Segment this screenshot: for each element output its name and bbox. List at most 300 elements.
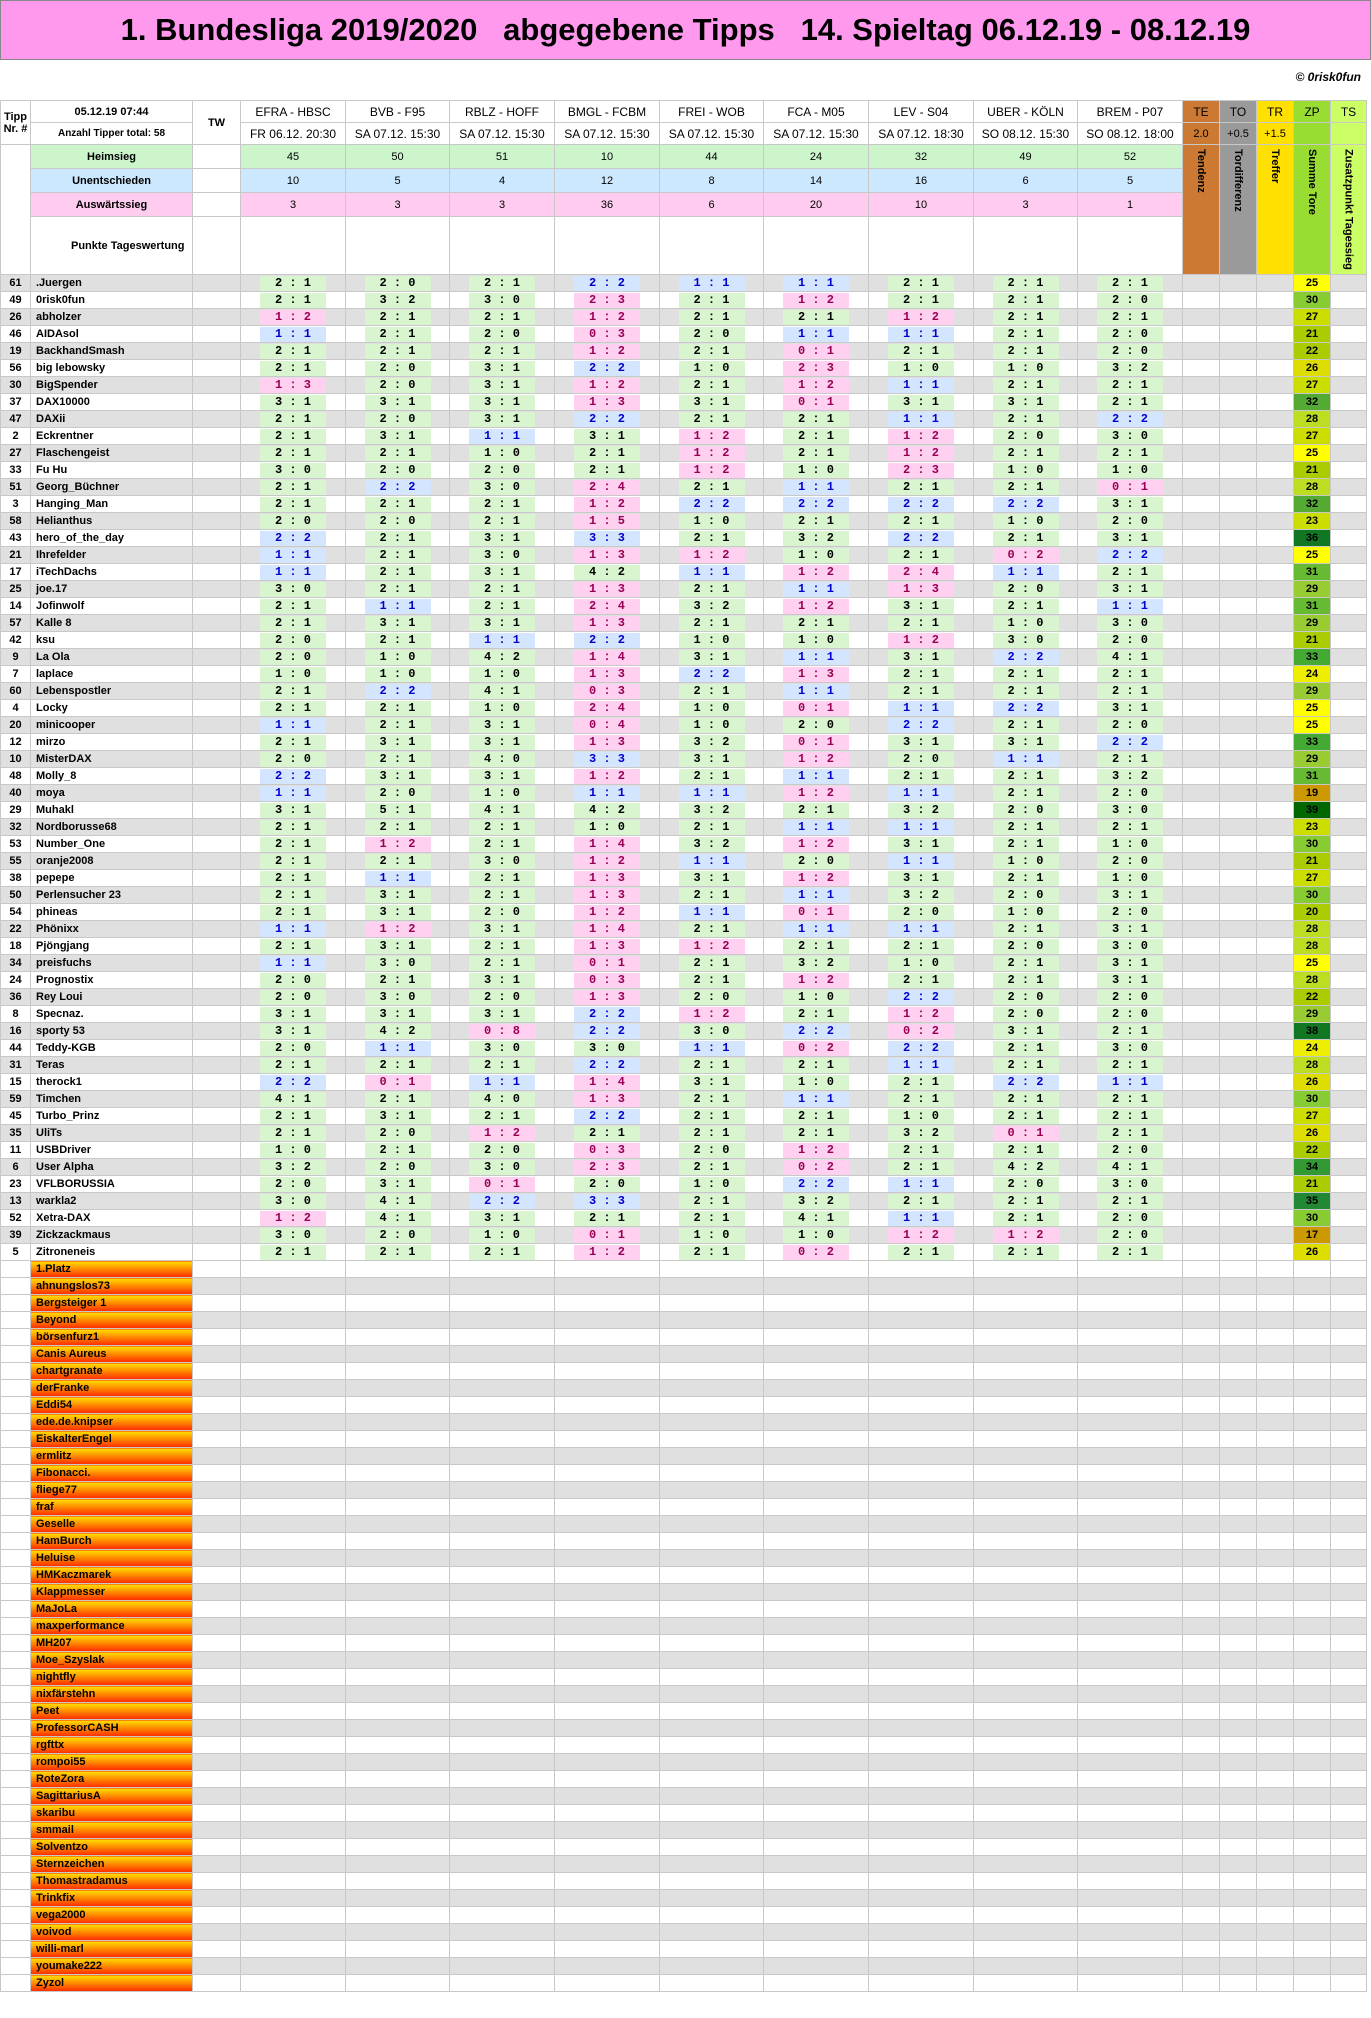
bar-cell: [1183, 1125, 1220, 1142]
player-name: Muhakl: [31, 802, 193, 819]
zp-score: 33: [1294, 734, 1331, 751]
tipp-cell: [660, 751, 764, 768]
empty-cell: [1294, 1329, 1331, 1346]
tw-cell: [193, 275, 241, 292]
tipp-nr: 8: [1, 1006, 31, 1023]
tipp-score: 2 : 1: [365, 310, 431, 325]
stat-count: 20: [764, 193, 869, 217]
tipp-score: 2 : 1: [888, 514, 954, 529]
bar-cell: [1183, 1023, 1220, 1040]
tipp-cell: [450, 343, 555, 360]
tipp-score: 1 : 2: [783, 293, 849, 308]
absent-player-name: Sternzeichen: [31, 1856, 193, 1873]
empty-cell: [241, 1822, 346, 1839]
bar-cell: [1257, 972, 1294, 989]
tipp-score: 0 : 1: [783, 344, 849, 359]
player-name: moya: [31, 785, 193, 802]
bar-cell: [1220, 462, 1257, 479]
tipp-cell: [241, 326, 346, 343]
bar-cell: [1220, 1159, 1257, 1176]
ts-cell: [1331, 785, 1367, 802]
empty-cell: [193, 1686, 241, 1703]
tipp-cell: [869, 309, 974, 326]
tipp-score: 2 : 0: [469, 1143, 535, 1158]
tipp-cell: [869, 649, 974, 666]
tipp-cell: [241, 1040, 346, 1057]
tipp-score: 2 : 2: [365, 480, 431, 495]
tipp-score: 2 : 0: [679, 327, 745, 342]
tipp-cell: [555, 513, 660, 530]
absent-player-name: nightfly: [31, 1669, 193, 1686]
empty-cell: [241, 1431, 346, 1448]
empty-cell: [1078, 1312, 1183, 1329]
total-tippers: Anzahl Tipper total: 58: [31, 123, 193, 145]
tipp-cell: [660, 1176, 764, 1193]
empty-cell: [241, 1703, 346, 1720]
ts-cell: [1331, 836, 1367, 853]
tipp-cell: [1078, 615, 1183, 632]
tipp-score: 1 : 1: [679, 905, 745, 920]
tw-cell: [193, 1159, 241, 1176]
tipp-score: 1 : 3: [574, 871, 640, 886]
empty-cell: [1294, 1805, 1331, 1822]
match-date: FR 06.12. 20:30: [241, 123, 346, 145]
empty-cell: [346, 1669, 450, 1686]
empty-cell: [1183, 1261, 1220, 1278]
empty-cell: [974, 1805, 1078, 1822]
tipp-score: 2 : 0: [993, 888, 1059, 903]
empty-cell: [974, 1907, 1078, 1924]
tipp-cell: [241, 768, 346, 785]
tipp-nr: 56: [1, 360, 31, 377]
empty-cell: [1257, 1346, 1294, 1363]
empty-cell: [1183, 1380, 1220, 1397]
bar-cell: [1183, 428, 1220, 445]
tipp-score: 2 : 1: [260, 1126, 326, 1141]
tipp-cell: [450, 445, 555, 462]
tipp-cell: [660, 1040, 764, 1057]
tipp-cell: [764, 292, 869, 309]
tipp-score: 1 : 1: [679, 786, 745, 801]
tipp-nr: [1, 1601, 31, 1618]
empty-cell: [555, 1567, 660, 1584]
empty-cell: [346, 1941, 450, 1958]
tipp-score: 1 : 0: [993, 616, 1059, 631]
tipp-cell: [241, 411, 346, 428]
match-date: SA 07.12. 15:30: [450, 123, 555, 145]
empty-cell: [1331, 1312, 1367, 1329]
absent-player-name: youmake222: [31, 1958, 193, 1975]
empty-cell: [660, 1499, 764, 1516]
tipp-score: 2 : 1: [993, 327, 1059, 342]
tipp-cell: [764, 1057, 869, 1074]
empty-cell: [660, 1465, 764, 1482]
absent-player-name: Canis Aureus: [31, 1346, 193, 1363]
empty-cell: [1078, 1856, 1183, 1873]
player-name: minicooper: [31, 717, 193, 734]
tipp-cell: [660, 411, 764, 428]
zp-score: 30: [1294, 1210, 1331, 1227]
tipp-score: 2 : 1: [993, 344, 1059, 359]
player-name: abholzer: [31, 309, 193, 326]
empty-cell: [1078, 1771, 1183, 1788]
player-name: Eckrentner: [31, 428, 193, 445]
bar-cell: [1220, 1227, 1257, 1244]
absent-player-name: ProfessorCASH: [31, 1720, 193, 1737]
tipp-cell: [346, 530, 450, 547]
empty-cell: [1331, 1482, 1367, 1499]
tipp-nr: [1, 1822, 31, 1839]
tipp-cell: [241, 513, 346, 530]
bar-cell: [1220, 513, 1257, 530]
empty-cell: [450, 1465, 555, 1482]
tipp-cell: [660, 326, 764, 343]
tipp-nr: 3: [1, 496, 31, 513]
empty-cell: [869, 1329, 974, 1346]
player-name: Helianthus: [31, 513, 193, 530]
empty-cell: [1078, 1499, 1183, 1516]
bar-cell: [1183, 1227, 1220, 1244]
ts-cell: [1331, 870, 1367, 887]
empty-cell: [1294, 1431, 1331, 1448]
tipp-cell: [241, 751, 346, 768]
tipp-cell: [869, 496, 974, 513]
tipp-score: 2 : 1: [365, 1245, 431, 1260]
empty-cell: [1183, 1584, 1220, 1601]
empty-cell: [1331, 1635, 1367, 1652]
zp-score: 21: [1294, 632, 1331, 649]
tipp-cell: [764, 887, 869, 904]
empty-cell: [974, 1839, 1078, 1856]
empty-cell: [1257, 1635, 1294, 1652]
tipp-score: 1 : 2: [993, 1228, 1059, 1243]
empty-cell: [555, 1380, 660, 1397]
tipp-score: 1 : 2: [888, 1228, 954, 1243]
empty-cell: [450, 1618, 555, 1635]
empty-cell: [764, 1652, 869, 1669]
empty-cell: [1220, 1261, 1257, 1278]
empty-cell: [1078, 1584, 1183, 1601]
tipp-cell: [660, 1210, 764, 1227]
zp-score: 24: [1294, 666, 1331, 683]
tipp-cell: [974, 819, 1078, 836]
tipp-cell: [869, 666, 974, 683]
tipp-score: 2 : 1: [469, 956, 535, 971]
ts-cell: [1331, 275, 1367, 292]
empty-cell: [974, 1363, 1078, 1380]
bar-cell: [1257, 428, 1294, 445]
tipp-score: 2 : 1: [993, 973, 1059, 988]
tipp-score: 1 : 1: [993, 565, 1059, 580]
tipp-score: 2 : 1: [679, 888, 745, 903]
empty-cell: [660, 1346, 764, 1363]
tipp-cell: [660, 1142, 764, 1159]
tipp-score: 3 : 1: [888, 837, 954, 852]
empty-cell: [241, 1550, 346, 1567]
tipp-cell: [660, 1091, 764, 1108]
tipp-cell: [764, 428, 869, 445]
zp-score: 23: [1294, 819, 1331, 836]
tipp-cell: [555, 1023, 660, 1040]
tipp-cell: [869, 1210, 974, 1227]
tipp-cell: [1078, 292, 1183, 309]
tipp-score: 2 : 0: [993, 939, 1059, 954]
empty-cell: [555, 1737, 660, 1754]
bar-label: Tendenz: [1183, 145, 1220, 275]
tipp-score: 2 : 1: [783, 616, 849, 631]
tipp-cell: [555, 1125, 660, 1142]
tipp-cell: [346, 734, 450, 751]
tipp-cell: [869, 1176, 974, 1193]
tipp-cell: [450, 1142, 555, 1159]
tipp-cell: [974, 870, 1078, 887]
bar-cell: [1257, 343, 1294, 360]
tipp-cell: [974, 1023, 1078, 1040]
tipp-cell: [450, 598, 555, 615]
empty-cell: [1331, 1771, 1367, 1788]
empty-cell: [764, 1295, 869, 1312]
tipp-score: 2 : 1: [993, 276, 1059, 291]
empty-cell: [1078, 1397, 1183, 1414]
empty-cell: [193, 1414, 241, 1431]
tipp-score: 1 : 1: [783, 650, 849, 665]
tipp-cell: [450, 887, 555, 904]
tipp-cell: [346, 1142, 450, 1159]
empty-cell: [1331, 1873, 1367, 1890]
empty-cell: [1220, 1703, 1257, 1720]
tipp-score: 2 : 0: [1097, 718, 1163, 733]
tipp-score: 3 : 1: [1097, 497, 1163, 512]
tipp-score: 3 : 2: [888, 803, 954, 818]
empty-cell: [193, 1448, 241, 1465]
empty-cell: [660, 1618, 764, 1635]
empty-cell: [1220, 1533, 1257, 1550]
tipp-score: 1 : 3: [574, 582, 640, 597]
tipp-score: 2 : 1: [679, 531, 745, 546]
player-name: Lebenspostler: [31, 683, 193, 700]
tipp-cell: [241, 972, 346, 989]
tipp-cell: [764, 768, 869, 785]
empty-cell: [241, 1890, 346, 1907]
tipp-score: 1 : 0: [783, 548, 849, 563]
tipp-cell: [764, 581, 869, 598]
empty-cell: [1220, 1295, 1257, 1312]
bar-cell: [1257, 785, 1294, 802]
empty-cell: [660, 1295, 764, 1312]
tipp-cell: [764, 904, 869, 921]
tipp-cell: [1078, 972, 1183, 989]
empty-cell: [450, 1975, 555, 1992]
empty-cell: [1331, 1261, 1367, 1278]
zp-score: 27: [1294, 309, 1331, 326]
tipp-cell: [346, 989, 450, 1006]
tipp-score: 0 : 1: [993, 1126, 1059, 1141]
tipp-cell: [660, 632, 764, 649]
empty-cell: [1183, 1822, 1220, 1839]
empty-cell: [869, 1312, 974, 1329]
tipp-score: 2 : 0: [469, 463, 535, 478]
empty-cell: [869, 1856, 974, 1873]
tipp-score: 2 : 0: [574, 1177, 640, 1192]
tipp-score: 2 : 1: [993, 956, 1059, 971]
tw-cell: [193, 309, 241, 326]
tipp-score: 2 : 1: [679, 582, 745, 597]
tipp-nr: [1, 1261, 31, 1278]
empty-cell: [869, 1958, 974, 1975]
tipp-cell: [1078, 1091, 1183, 1108]
tipp-score: 1 : 2: [888, 429, 954, 444]
empty-cell: [193, 1873, 241, 1890]
empty-cell: [1220, 1805, 1257, 1822]
tipp-cell: [869, 547, 974, 564]
tipp-cell: [974, 1006, 1078, 1023]
empty-cell: [1294, 1652, 1331, 1669]
empty-cell: [1183, 1414, 1220, 1431]
stat-count: 45: [241, 145, 346, 169]
tipp-cell: [974, 802, 1078, 819]
tipp-cell: [660, 819, 764, 836]
player-name: iTechDachs: [31, 564, 193, 581]
tipp-cell: [974, 275, 1078, 292]
tipp-cell: [450, 1023, 555, 1040]
empty-cell: [1220, 1414, 1257, 1431]
tipp-cell: [241, 309, 346, 326]
zp-score: 25: [1294, 275, 1331, 292]
tipp-score: 2 : 1: [469, 582, 535, 597]
empty-cell: [1257, 1601, 1294, 1618]
tipp-cell: [1078, 1040, 1183, 1057]
tipp-cell: [764, 309, 869, 326]
bar-cell: [1220, 479, 1257, 496]
tipp-score: 2 : 3: [783, 361, 849, 376]
tipp-score: 2 : 4: [574, 701, 640, 716]
tipp-cell: [1078, 853, 1183, 870]
spacer: [869, 217, 974, 275]
tipp-score: 2 : 0: [260, 752, 326, 767]
empty-cell: [346, 1516, 450, 1533]
bar-cell: [1183, 479, 1220, 496]
tipp-cell: [869, 1040, 974, 1057]
tipp-score: 2 : 1: [469, 837, 535, 852]
tipp-cell: [241, 819, 346, 836]
tipp-cell: [764, 1108, 869, 1125]
tipp-score: 1 : 3: [574, 395, 640, 410]
tipp-score: 2 : 1: [993, 1245, 1059, 1260]
bar-value: [1294, 123, 1331, 145]
tipp-score: 3 : 1: [1097, 888, 1163, 903]
tipp-score: 2 : 4: [888, 565, 954, 580]
tipp-score: 3 : 1: [1097, 582, 1163, 597]
tipp-score: 2 : 2: [993, 650, 1059, 665]
tipp-score: 3 : 2: [365, 293, 431, 308]
tipp-cell: [450, 479, 555, 496]
tipp-score: 2 : 1: [365, 1092, 431, 1107]
bar-cell: [1220, 615, 1257, 632]
bar-header: TS: [1331, 101, 1367, 123]
tipp-score: 0 : 1: [783, 395, 849, 410]
bar-cell: [1220, 343, 1257, 360]
tipp-cell: [555, 462, 660, 479]
zp-score: 19: [1294, 785, 1331, 802]
player-name: 0risk0fun: [31, 292, 193, 309]
tipp-cell: [1078, 632, 1183, 649]
empty-cell: [193, 1805, 241, 1822]
empty-cell: [1220, 1788, 1257, 1805]
tipp-nr: 50: [1, 887, 31, 904]
empty-cell: [346, 1652, 450, 1669]
empty-cell: [660, 1261, 764, 1278]
empty-cell: [1294, 1958, 1331, 1975]
tw-cell: [193, 632, 241, 649]
empty-cell: [241, 1397, 346, 1414]
match-name: BMGL - FCBM: [555, 101, 660, 123]
tipp-score: 4 : 1: [365, 1211, 431, 1226]
empty-cell: [1183, 1278, 1220, 1295]
tipp-score: 2 : 1: [365, 752, 431, 767]
tipp-cell: [974, 564, 1078, 581]
tipp-cell: [764, 326, 869, 343]
tipp-score: 2 : 1: [1097, 565, 1163, 580]
tipp-score: 1 : 2: [679, 939, 745, 954]
tipp-cell: [869, 870, 974, 887]
zp-score: 17: [1294, 1227, 1331, 1244]
tipp-cell: [869, 819, 974, 836]
tipp-score: 2 : 3: [574, 293, 640, 308]
tipp-nr: [1, 1329, 31, 1346]
tipp-cell: [1078, 428, 1183, 445]
tipp-score: 2 : 2: [993, 1075, 1059, 1090]
empty-cell: [1331, 1958, 1367, 1975]
tipp-cell: [346, 1244, 450, 1261]
tipp-cell: [1078, 445, 1183, 462]
empty-cell: [555, 1448, 660, 1465]
tipp-score: 2 : 2: [574, 412, 640, 427]
empty-cell: [346, 1958, 450, 1975]
bar-cell: [1220, 683, 1257, 700]
tipp-cell: [974, 887, 1078, 904]
empty-cell: [193, 1771, 241, 1788]
player-name: Flaschengeist: [31, 445, 193, 462]
tipp-score: 3 : 1: [469, 361, 535, 376]
tipp-score: 3 : 0: [1097, 616, 1163, 631]
empty-cell: [764, 1873, 869, 1890]
tipp-score: 3 : 1: [365, 616, 431, 631]
empty-cell: [660, 1822, 764, 1839]
tipp-cell: [974, 1244, 1078, 1261]
bar-cell: [1220, 428, 1257, 445]
tipp-cell: [764, 870, 869, 887]
empty-cell: [450, 1499, 555, 1516]
tipp-score: 3 : 2: [679, 735, 745, 750]
empty-cell: [450, 1329, 555, 1346]
player-name: User Alpha: [31, 1159, 193, 1176]
tipp-cell: [660, 275, 764, 292]
spacer: [1078, 217, 1183, 275]
empty-cell: [1220, 1771, 1257, 1788]
match-date: SA 07.12. 15:30: [346, 123, 450, 145]
empty-cell: [555, 1431, 660, 1448]
tipp-score: 2 : 2: [574, 1109, 640, 1124]
empty-cell: [974, 1924, 1078, 1941]
tipp-score: 3 : 1: [1097, 531, 1163, 546]
tipp-score: 2 : 1: [679, 1126, 745, 1141]
empty-cell: [1183, 1346, 1220, 1363]
zp-score: 28: [1294, 938, 1331, 955]
tipp-cell: [450, 989, 555, 1006]
bar-cell: [1183, 887, 1220, 904]
tipp-cell: [450, 360, 555, 377]
tipp-score: 3 : 1: [679, 752, 745, 767]
